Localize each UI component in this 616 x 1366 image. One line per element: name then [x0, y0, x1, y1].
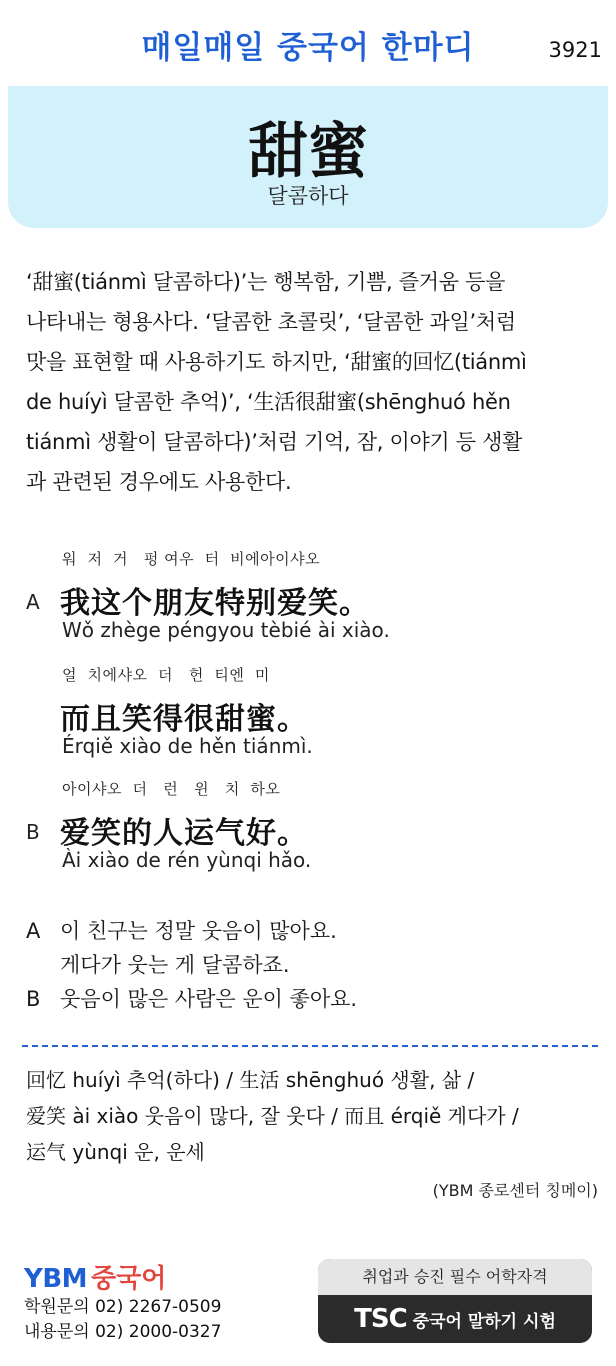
author-credit: (YBM 종로센터 칭메이) — [432, 1181, 598, 1200]
headword-banner — [8, 86, 608, 228]
translation-row — [26, 914, 600, 948]
tsc-subtitle: 중국어 말하기 시험 — [412, 1311, 556, 1332]
translation-text: 이 친구는 정말 웃음이 많아요. — [60, 919, 337, 943]
paragraph-line: 맛을 표현할 때 사용하기도 하지만, ‘甜蜜的回忆(tiánmì — [26, 350, 527, 374]
contact-academy: 학원문의 02) 2267-0509 — [24, 1297, 222, 1317]
paragraph-line: de huíyì 달콤한 추억)’, ‘生活很甜蜜(shēnghuó hěn — [26, 390, 511, 414]
speaker-label: A — [26, 919, 41, 943]
vocab-line: 爱笑 ài xiào 웃음이 많다, 잘 웃다 / 而且 érqiě 게다가 / — [26, 1104, 519, 1128]
chinese-sentence: 我这个朋友特别爱笑。 — [60, 586, 370, 621]
contact-content: 내용문의 02) 2000-0327 — [24, 1322, 222, 1342]
tsc-tagline: 취업과 승진 필수 어학자격 — [318, 1259, 592, 1295]
page-header — [0, 0, 616, 86]
vocab-line: 回忆 huíyì 추억(하다) / 生活 shēnghuó 생활, 삶 / — [26, 1068, 475, 1092]
paragraph-line: ‘甜蜜(tiánmì 달콤하다)’는 행복함, 기쁨, 즐거움 등을 — [26, 270, 506, 294]
ybm-logo-subtext: 중국어 — [91, 1264, 167, 1294]
vocab-line: 运气 yùnqi 운, 운세 — [26, 1140, 205, 1164]
tsc-logo: TSC — [354, 1304, 407, 1334]
paragraph-line: 나타내는 형용사다. ‘달콤한 초콜릿’, ‘달콤한 과일’처럼 — [26, 310, 516, 334]
translation-row — [26, 948, 600, 982]
ybm-logo — [24, 1258, 221, 1295]
vocabulary-list — [26, 1062, 606, 1170]
speaker-label: B — [26, 987, 41, 1011]
korean-pronunciation: 워 저 거 펑 여우 터 비에아이샤오 — [62, 550, 321, 568]
ybm-logo-text: YBM — [24, 1264, 88, 1294]
pinyin: Ài xiào de rén yùnqi hǎo. — [62, 848, 312, 872]
translation-section — [26, 914, 600, 1016]
korean-pronunciation: 얼 치에샤오 더 헌 티엔 미 — [62, 666, 270, 684]
korean-pronunciation: 아이샤오 더 런 윈 치 하오 — [62, 780, 281, 798]
translation-text: 게다가 웃는 게 달콤하죠. — [60, 953, 290, 977]
pinyin: Érqiě xiào de hěn tiánmì. — [62, 734, 313, 758]
headword-meaning: 달콤하다 — [267, 184, 349, 208]
paragraph-line: 과 관련된 경우에도 사용한다. — [26, 470, 292, 494]
translation-text: 웃음이 많은 사람은 운이 좋아요. — [60, 987, 358, 1011]
pinyin: Wǒ zhège péngyou tèbié ài xiào. — [62, 618, 390, 642]
tsc-ad-banner — [318, 1259, 592, 1343]
series-title: 매일매일 중국어 한마디 — [141, 30, 475, 66]
speaker-label: B — [26, 820, 40, 844]
chinese-sentence: 而且笑得很甜蜜。 — [60, 702, 308, 737]
dashed-divider — [22, 1045, 598, 1047]
explanation-paragraph — [26, 262, 600, 502]
speaker-label: A — [26, 590, 40, 614]
ybm-brand-block — [24, 1258, 221, 1345]
chinese-sentence: 爱笑的人运气好。 — [60, 816, 308, 851]
translation-row — [26, 982, 600, 1016]
headword: 甜蜜 — [248, 117, 368, 187]
paragraph-line: tiánmì 생활이 달콤하다)’처럼 기억, 잠, 이야기 등 생활 — [26, 430, 523, 454]
tsc-logo-row — [318, 1295, 592, 1343]
issue-number: 3921 — [548, 38, 602, 62]
